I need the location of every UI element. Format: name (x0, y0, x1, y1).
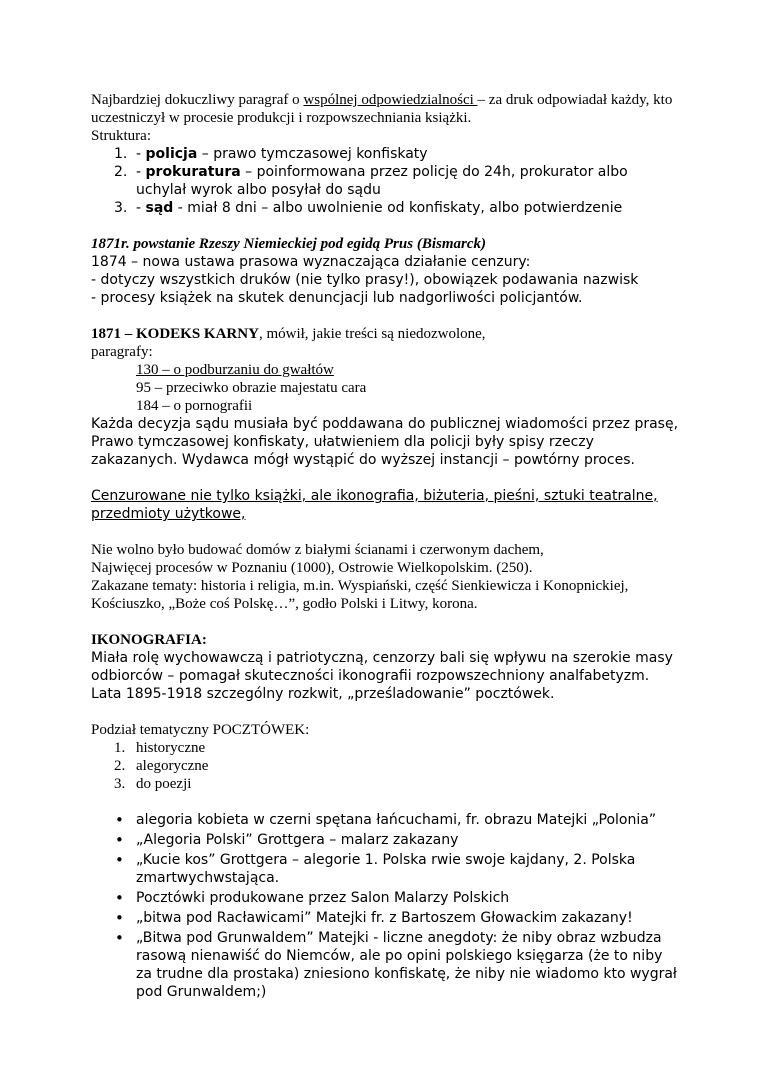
list-item: • „Bitwa pod Grunwaldem” Matejki - liczne anegdoty: że niby obraz wzbudza rasową nienawiść do Niemców, ale po opini polskiego księgarza (że to niby za trudne dla prostaka) zniesiono konfiskatę, że niby nie wiadomo kto wygrał pod Grunwaldem;) (115, 929, 677, 1000)
list-item: • Pocztówki produkowane przez Salon Malarzy Polskich (115, 889, 510, 907)
ikonografia-heading: IKONOGRAFIA: (91, 632, 207, 648)
bullet-icon: • (115, 929, 124, 947)
reich-line: 1874 – nowa ustawa prasowa wyznaczająca działanie cenzury: (91, 254, 531, 270)
list-number: 1. (114, 146, 128, 162)
list-number: 3. (114, 200, 128, 216)
structure-term: policja (145, 146, 198, 162)
bullet-icon: • (115, 811, 124, 829)
censored-items-text: Cenzurowane nie tylko książki, ale ikonografia, biżuteria, pieśni, sztuki teatralne, przedmioty użytkowe, (91, 488, 658, 522)
list-item: • „Kucie kos” Grottgera – alegorie 1. Polska rwie swoje kajdany, 2. Polska zmartwychwstająca. (115, 851, 636, 886)
structure-label: Struktura: (91, 128, 151, 144)
document-page (91, 91, 681, 1003)
structure-list (91, 145, 681, 217)
intro-before-link: Najbardziej dokuczliwy paragraf o (91, 92, 304, 108)
list-item: 3. do poezji (114, 776, 192, 792)
bullet-icon: • (115, 831, 124, 849)
list-item: 184 – o pornografii (136, 398, 253, 414)
intro-after-link: – za druk odpowiadał każdy, kto uczestniczył w procesie produkcji i rozpowszechniania książki. (91, 92, 673, 126)
ikonografia-text: Miała rolę wychowawczą i patriotyczną, cenzorzy bali się wpływu na szerokie masy odbiorców – pomagał skuteczności ikonografii rozpowszechniony analfabetyzm. Lata 1895-1918 szczególny rozkwit, „prześladowanie” pocztówek. (91, 650, 673, 702)
bullet-icon: • (115, 889, 124, 907)
list-item: 2. alegoryczne (114, 758, 209, 774)
list-number: 2. (114, 164, 128, 180)
reich-line: - dotyczy wszystkich druków (nie tylko prasy!), obowiązek podawania nazwisk (91, 272, 639, 288)
misc-line: Nie wolno było budować domów z białymi ścianami i czerwonym dachem, (91, 542, 544, 558)
structure-term: sąd (145, 200, 174, 216)
misc-line: Zakazane tematy: historia i religia, m.in. Wyspiański, część Sienkiewicza i Konopnickiej, Kościuszko, „Boże coś Polskę…”, godło Polski i Litwy, korona. (91, 578, 629, 612)
podzial-heading: Podział tematyczny POCZTÓWEK: (91, 722, 310, 738)
podzial-list (91, 739, 681, 793)
bullet-icon: • (115, 909, 124, 927)
intro-paragraph (91, 91, 681, 127)
list-item (91, 361, 681, 379)
postcard-bullet-list (91, 811, 681, 1001)
list-number: 1. (114, 740, 126, 756)
paragrafy-label: paragrafy: (91, 344, 153, 360)
kodeks-heading: 1871 – KODEKS KARNY (91, 326, 259, 342)
reich-heading: 1871r. powstanie Rzeszy Niemieckiej pod egidą Prus (Bismarck) (91, 236, 486, 252)
list-item: 1. historyczne (114, 740, 206, 756)
list-item: 3. - sąd - miał 8 dni – albo uwolnienie od konfiskaty, albo potwierdzenie (114, 200, 623, 216)
bullet-icon: • (115, 851, 124, 869)
kodeks-heading-paragraph: 1871 – KODEKS KARNY, mówił, jakie treści są niedozwolone, (91, 326, 486, 342)
list-item: • „bitwa pod Racławicami” Matejki fr. z Bartoszem Głowackim zakazany! (115, 909, 633, 927)
misc-line: Najwięcej procesów w Poznaniu (1000), Ostrowie Wielkopolskim. (250). (91, 560, 533, 576)
list-number: 2. (114, 758, 126, 774)
shared-responsibility-link[interactable]: wspólnej odpowiedzialności (303, 92, 478, 108)
paragraph-130-link[interactable]: 130 – o podburzaniu do gwałtów (136, 362, 334, 378)
reich-line: - procesy książek na skutek denuncjacji lub nadgorliwości policjantów. (91, 290, 583, 306)
kodeks-after-text: Każda decyzja sądu musiała być poddawana do publicznej wiadomości przez prasę, Prawo tymczasowej konfiskaty, ułatwieniem dla policji były spisy rzeczy zakazanych. Wydawca mógł wystąpić do wyższej instancji – powtórny proces. (91, 416, 679, 468)
list-item: • „Alegoria Polski” Grottgera – malarz zakazany (115, 831, 459, 849)
list-number: 3. (114, 776, 126, 792)
list-item: 95 – przeciwko obrazie majestatu cara (136, 380, 367, 396)
list-item: 1. - policja – prawo tymczasowej konfiskaty (114, 146, 428, 162)
list-item: 2. - prokuratura – poinformowana przez policję do 24h, prokurator albo uchylał wyrok albo posyłał do sądu (114, 164, 628, 198)
list-item: • alegoria kobieta w czerni spętana łańcuchami, fr. obrazu Matejki „Polonia” (115, 811, 657, 829)
paragraph-list (91, 361, 681, 415)
structure-term: prokuratura (145, 164, 241, 180)
